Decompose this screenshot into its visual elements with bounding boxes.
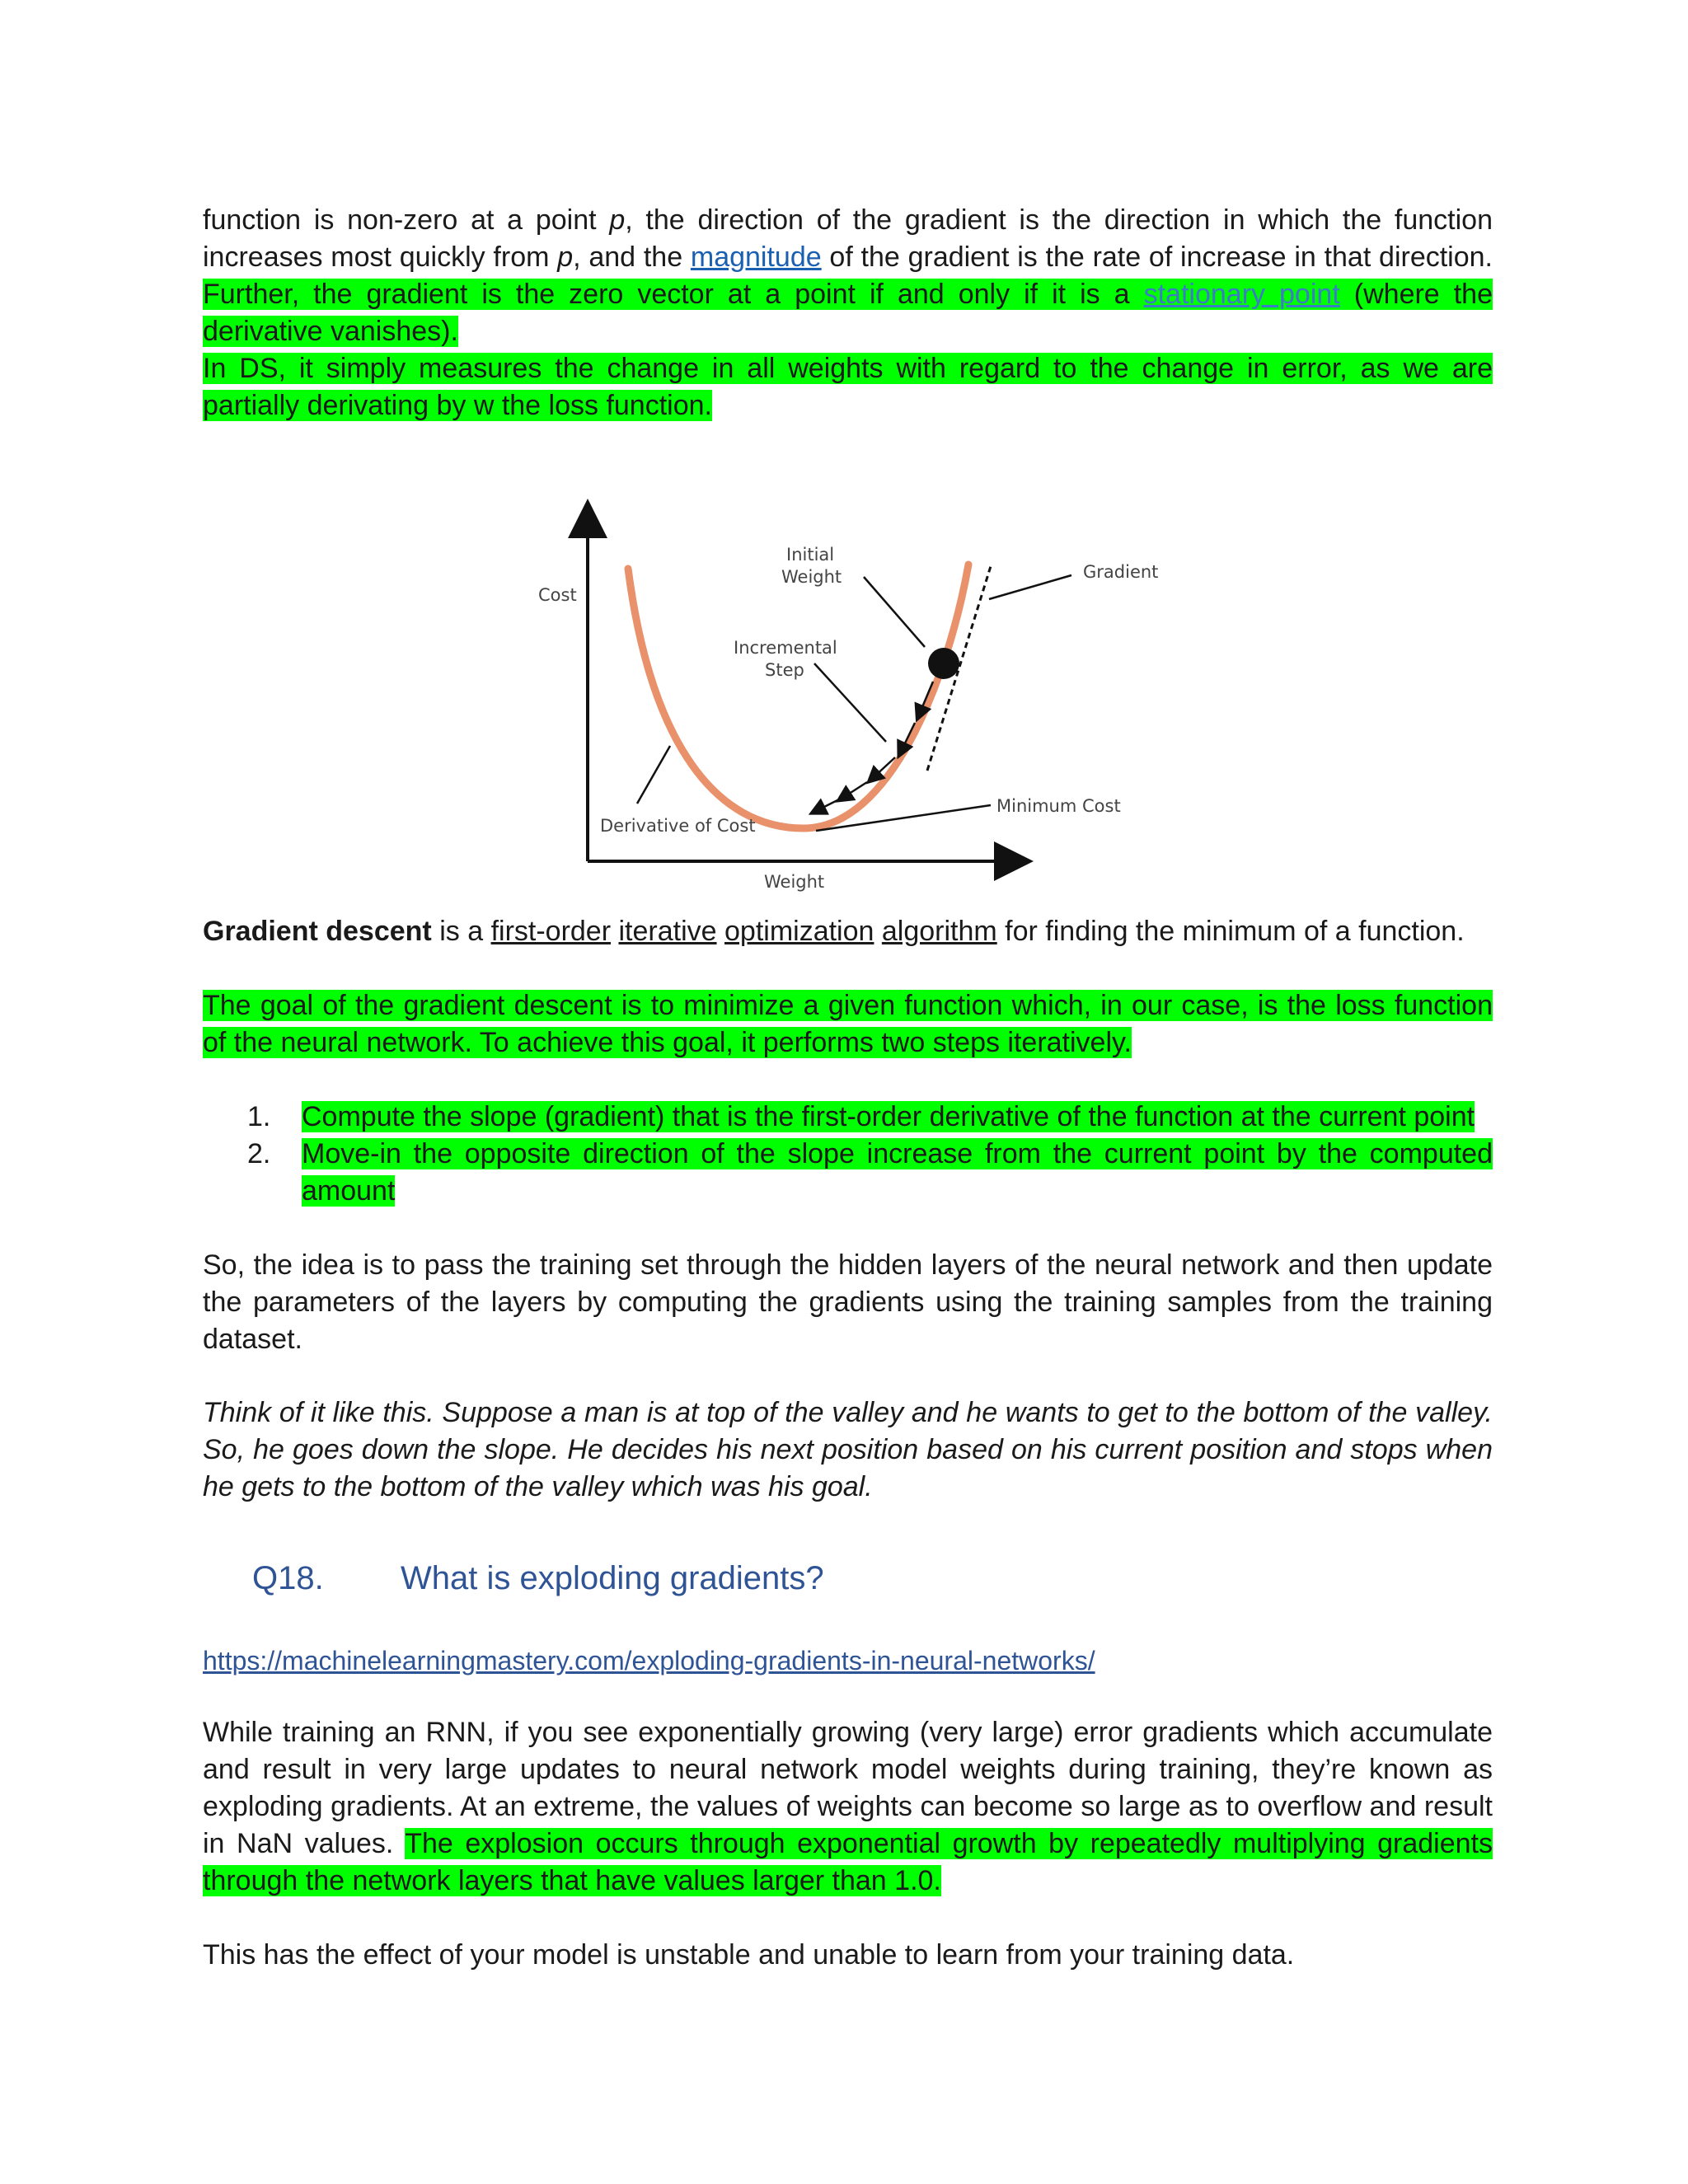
initial-weight-label-line2: Weight	[781, 567, 842, 587]
initial-weight-label-line1: Initial	[786, 545, 835, 565]
exploding-gradients-paragraph: While training an RNN, if you see exponentially growing (very large) error gradients which accumulate and result in very large updates to neural network model weights during training, they’re known as exploding gradients. At an extreme, the values of weights can become so large as to overflow and result in NaN values. The explosion occurs through exponential growth by repeatedly multiplying gradients through the network layers that have values larger than 1.0.	[203, 1717, 1493, 1896]
derivative-of-cost-label: Derivative of Cost	[600, 816, 756, 836]
source-url	[203, 1643, 1493, 1680]
gradient-descent-diagram	[511, 499, 1170, 902]
gradient-descent-figure	[511, 499, 1170, 902]
incremental-step-pointer	[814, 663, 886, 742]
step-arrow	[818, 799, 841, 810]
q18-heading: Q18. What is exploding gradients?	[252, 1560, 824, 1596]
list-item: 1. Compute the slope (gradient) that is the first-order derivative of the function at the current point	[247, 1101, 1475, 1132]
stationary-point-link[interactable]: stationary point	[1143, 279, 1340, 310]
effect-paragraph: This has the effect of your model is unstable and unable to learn from your training data.	[203, 1939, 1295, 1971]
initial-weight-ball	[928, 648, 959, 679]
highlight-ds-gradient: In DS, it simply measures the change in all weights with regard to the change in error, as we are partially derivating by w the loss function.	[203, 353, 1493, 421]
magnitude-link[interactable]: magnitude	[690, 241, 822, 273]
idea-paragraph: So, the idea is to pass the training set through the hidden layers of the neural network and then update the parameters of the layers by computing the gradients using the training samples from the training dataset.	[203, 1249, 1493, 1355]
list-item: 2. Move-in the opposite direction of the slope increase from the current point by the computed amount	[247, 1138, 1493, 1207]
gradient-label: Gradient	[1083, 562, 1159, 582]
source-url-link[interactable]: https://machinelearningmastery.com/exploding-gradients-in-neural-networks/	[203, 1646, 1095, 1675]
minimum-cost-label: Minimum Cost	[996, 796, 1121, 816]
derivative-pointer	[637, 746, 670, 804]
gradient-definition-paragraph: function is non-zero at a point p, the direction of the gradient is the direction in which the function increases most quickly from p, and the magnitude of the gradient is the rate of increase in that direction. Further, the gradient is the zero vector at a point if and only if it is a stationary point (where the derivative vanishes). In DS, it simply measures the change in all weights with regard to the change in error, as we are partially derivating by w the loss function.	[203, 204, 1493, 421]
analogy-paragraph: Think of it like this. Suppose a man is at top of the valley and he wants to get to the bottom of the valley. So, he goes down the slope. He decides his next position based on his current position and stops when he gets to the bottom of the valley which was his goal.	[203, 1397, 1493, 1502]
goal-paragraph: The goal of the gradient descent is to minimize a given function which, in our case, is the loss function of the neural network. To achieve this goal, it performs two steps iteratively.	[203, 990, 1493, 1058]
initial-weight-pointer	[864, 577, 925, 647]
weight-axis-label: Weight	[764, 872, 825, 892]
highlight-zero-vector: Further, the gradient is the zero vector at a point if and only if it is a stationary point (where the derivative vanishes).	[203, 279, 1493, 347]
gradient-pointer	[989, 575, 1071, 599]
step-arrow	[844, 782, 867, 797]
highlight-explosion: The explosion occurs through exponential growth by repeatedly multiplying gradients through the network layers that have values larger than 1.0.	[203, 1828, 1493, 1896]
cost-axis-label: Cost	[538, 585, 577, 605]
incremental-step-label-line2: Step	[765, 660, 804, 680]
cost-curve	[628, 565, 968, 828]
gradient-descent-definition: Gradient descent is a first-order iterative optimization algorithm for finding the minimum of a function.	[203, 916, 1465, 947]
incremental-step-label-line1: Incremental	[734, 638, 837, 658]
steps-list	[247, 1099, 1493, 1210]
